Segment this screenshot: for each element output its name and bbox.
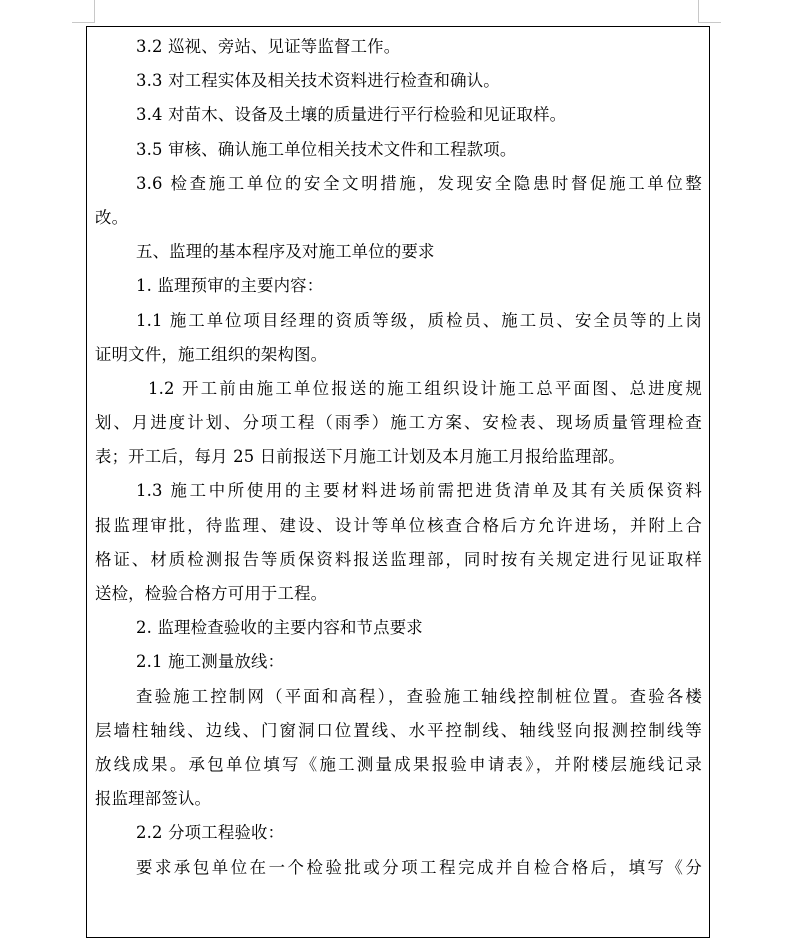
text-line: 1.2 开工前由施工单位报送的施工组织设计施工总平面图、总进度规: [148, 378, 702, 398]
text-line: 1.3 施工中所使用的主要材料进场前需把进货清单及其有关质保资料: [136, 481, 702, 501]
text-line: 1.1 施工单位项目经理的资质等级，质检员、施工员、安全员等的上岗: [136, 310, 702, 330]
text-line: 送检，检验合格方可用于工程。: [95, 584, 328, 603]
text-line: 1. 监理预审的主要内容：: [136, 276, 324, 296]
text-line: 查验施工控制网（平面和高程），查验施工轴线控制桩位置。查验各楼: [136, 686, 702, 706]
document-body: [95, 30, 702, 885]
text-line: 证明文件，施工组织的架构图。: [95, 344, 328, 364]
text-line: 2. 监理检查验收的主要内容和节点要求: [136, 618, 423, 638]
text-line: 划、月进度计划、分项工程（雨季）施工方案、安检表、现场质量管理检查: [95, 413, 702, 433]
text-line: 要求承包单位在一个检验批或分项工程完成并自检合格后，填写《分: [136, 857, 702, 877]
text-line: 3.6 检查施工单位的安全文明措施，发现安全隐患时督促施工单位整: [136, 173, 702, 193]
text-line: 2.1 施工测量放线：: [136, 652, 285, 672]
text-line: 2.2 分项工程验收：: [136, 823, 285, 843]
text-line: 3.5 审核、确认施工单位相关技术文件和工程款项。: [136, 139, 517, 159]
text-line: 3.2 巡视、旁站、见证等监督工作。: [136, 37, 401, 56]
text-line: 报监理部签认。: [95, 789, 212, 809]
text-line: 层墙柱轴线、边线、门窗洞口位置线、水平控制线、轴线竖向报测控制线等: [95, 720, 702, 740]
text-line: 3.3 对工程实体及相关技术资料进行检查和确认。: [136, 71, 500, 91]
margin-corner-mark: [698, 0, 699, 22]
text-line: 五、监理的基本程序及对施工单位的要求: [136, 242, 435, 262]
text-line: 3.4 对苗木、设备及土壤的质量进行平行检验和见证取样。: [136, 105, 567, 125]
margin-corner-mark: [72, 22, 95, 23]
margin-corner-mark: [94, 0, 95, 22]
text-line: 报监理审批，待监理、建设、设计等单位核查合格后方允许进场，并附上合: [95, 515, 702, 535]
text-line: 改。: [95, 207, 129, 227]
text-line: 放线成果。承包单位填写《施工测量成果报验申请表》，并附楼层施线记录: [95, 754, 702, 774]
text-line: 表；开工后，每月 25 日前报送下月施工计划及本月施工月报给监理部。: [95, 447, 625, 467]
text-line: 格证、材质检测报告等质保资料报送监理部，同时按有关规定进行见证取样: [95, 549, 702, 569]
table-cell-border: [86, 26, 710, 938]
margin-corner-mark: [698, 22, 721, 23]
